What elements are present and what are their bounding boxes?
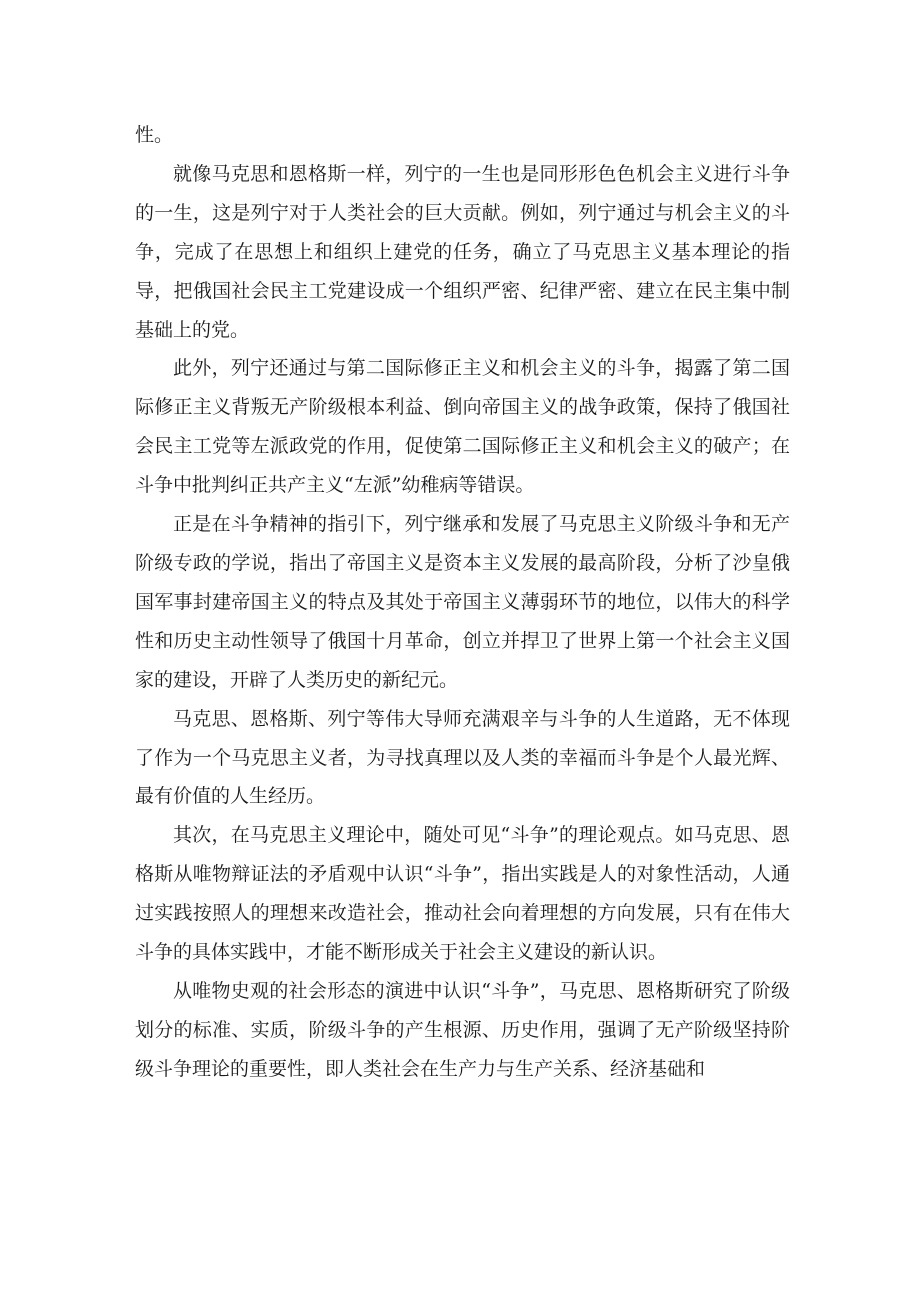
paragraph: 从唯物史观的社会形态的演进中认识“斗争”，马克思、恩格斯研究了阶级划分的标准、实质，阶级斗争的产生根源、历史作用，强调了无产阶级坚持阶级斗争理论的重要性，即人类社会在生产力与生产关系、经济基础和: [135, 979, 790, 1080]
paragraph-continued: 性。: [135, 124, 174, 146]
paragraph: 正是在斗争精神的指引下，列宁继承和发展了马克思主义阶级斗争和无产阶级专政的学说，指出了帝国主义是资本主义发展的最高阶段，分析了沙皇俄国军事封建帝国主义的特点及其处于帝国主义薄弱环节的地位，以伟大的科学性和历史主动性领导了俄国十月革命，创立并捍卫了世界上第一个社会主义国家的建设，开辟了人类历史的新纪元。: [135, 513, 790, 691]
paragraph: 此外，列宁还通过与第二国际修正主义和机会主义的斗争，揭露了第二国际修正主义背叛无产阶级根本利益、倒向帝国主义的战争政策，保持了俄国社会民主工党等左派政党的作用，促使第二国际修正主义和机会主义的破产；在斗争中批判纠正共产主义“左派”幼稚病等错误。: [135, 357, 790, 497]
paragraph: 其次，在马克思主义理论中，随处可见“斗争”的理论观点。如马克思、恩格斯从唯物辩证法的矛盾观中认识“斗争”，指出实践是人的对象性活动，人通过实践按照人的理想来改造社会，推动社会向着理想的方向发展，只有在伟大斗争的具体实践中，才能不断形成关于社会主义建设的新认识。: [135, 824, 790, 964]
document-body: [135, 116, 790, 1089]
paragraph: 马克思、恩格斯、列宁等伟大导师充满艰辛与斗争的人生道路，无不体现了作为一个马克思主义者，为寻找真理以及人类的幸福而斗争是个人最光辉、最有价值的人生经历。: [135, 707, 790, 808]
paragraph: 就像马克思和恩格斯一样，列宁的一生也是同形形色色机会主义进行斗争的一生，这是列宁对于人类社会的巨大贡献。例如，列宁通过与机会主义的斗争，完成了在思想上和组织上建党的任务，确立了马克思主义基本理论的指导，把俄国社会民主工党建设成一个组织严密、纪律严密、建立在民主集中制基础上的党。: [135, 162, 790, 341]
